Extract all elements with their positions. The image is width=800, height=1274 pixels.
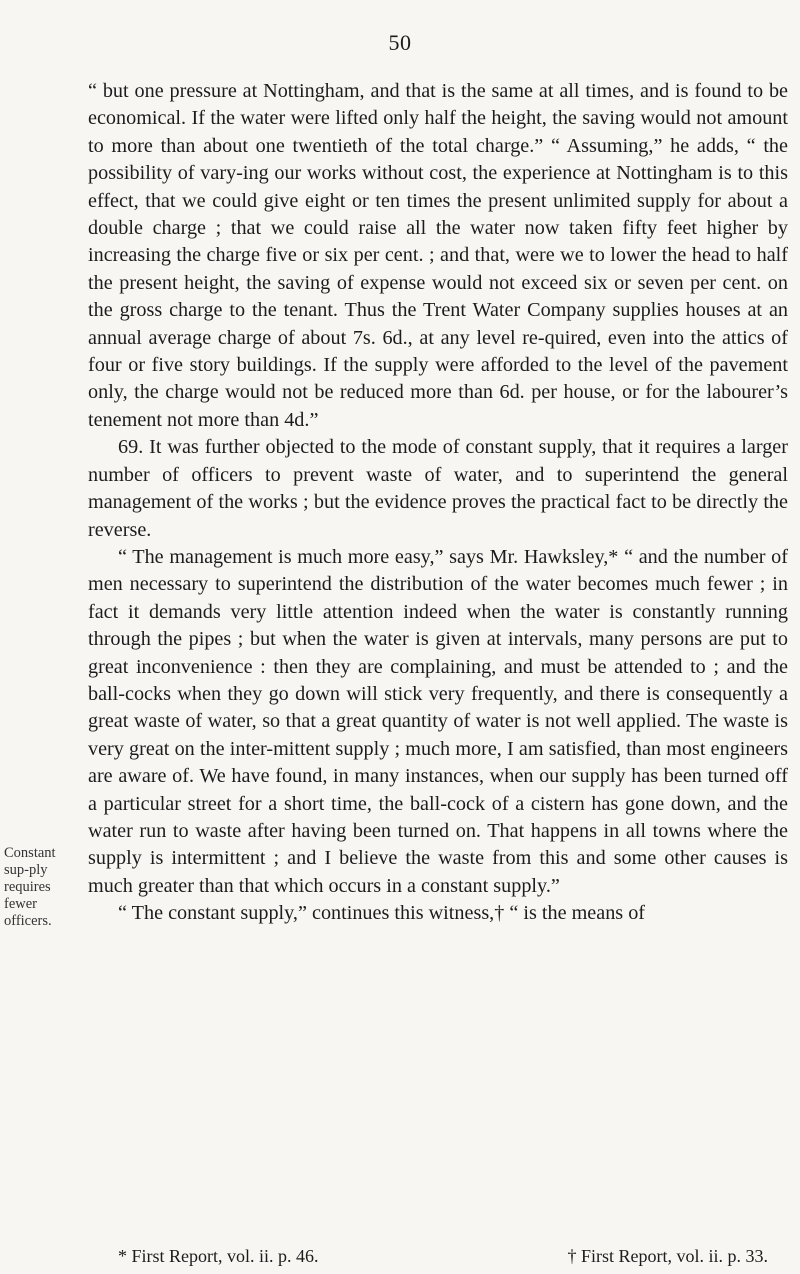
paragraph-constant-supply: “ The constant supply,” continues this witness,† “ is the means of: [118, 902, 646, 925]
body-text: [88, 78, 788, 928]
paragraph-hawksley-quote: “ The management is much more easy,” says Mr. Hawksley,* “ and the number of men necessary to superintend the distribution of the water becomes much fewer ; in fact it demands very little attention indeed when the water is constantly running through the pipes ; but when the water is given at intervals, many persons are put to great inconvenience : then they are complaining, and must be attended to ; and the ball-cocks when they go down will stick very frequently, and there is consequently a great waste of water, so that a great quantity of water is not well applied. The waste is very great on the inter-mittent supply ; much more, I am satisfied, than most engineers are aware of. We have found, in many instances, when our supply has been turned off a particular street for a short time, the ball-cock of a cistern has gone down, and the water run to waste after having been turned on. That happens in all towns where the supply is intermittent ; and I believe the waste from this and some other causes is much greater than that which occurs in a constant supply.”: [88, 545, 788, 897]
page-number: 50: [388, 30, 412, 55]
margin-note: Constant sup-ply requires fewer officers.: [4, 845, 56, 929]
footnote-first: * First Report, vol. ii. p. 46.: [118, 1246, 319, 1266]
footnotes: [88, 1245, 788, 1267]
paragraph-continuation: “ but one pressure at Nottingham, and that is the same at all times, and is found to be economical. If the water were lifted only half the height, the saving would not amount to more than about one twentieth of the total charge.” “ Assuming,” he adds, “ the possibility of vary-ing our works without cost, the experience at Nottingham is to this effect, that we could give eight or ten times the present unlimited supply for about a double charge ; that we could raise all the water now taken fifty feet higher by increasing the charge five or six per cent. ; and that, were we to lower the head to half the present height, the saving of expense would not exceed six or seven per cent. on the gross charge to the tenant. Thus the Trent Water Company supplies houses at an annual average charge of about 7s. 6d., at any level re-quired, even into the attics of four or five story buildings. If the supply were afforded to the level of the pavement only, the charge would not be reduced more than 6d. per house, or for the labourer’s tenement not more than 4d.”: [88, 80, 788, 431]
footnote-second: † First Report, vol. ii. p. 33.: [567, 1246, 768, 1266]
paragraph-69: 69. It was further objected to the mode of constant supply, that it requires a larger number of officers to prevent waste of water, and to superintend the general management of the works ; but the evidence proves the practical fact to be directly the reverse.: [88, 436, 788, 541]
